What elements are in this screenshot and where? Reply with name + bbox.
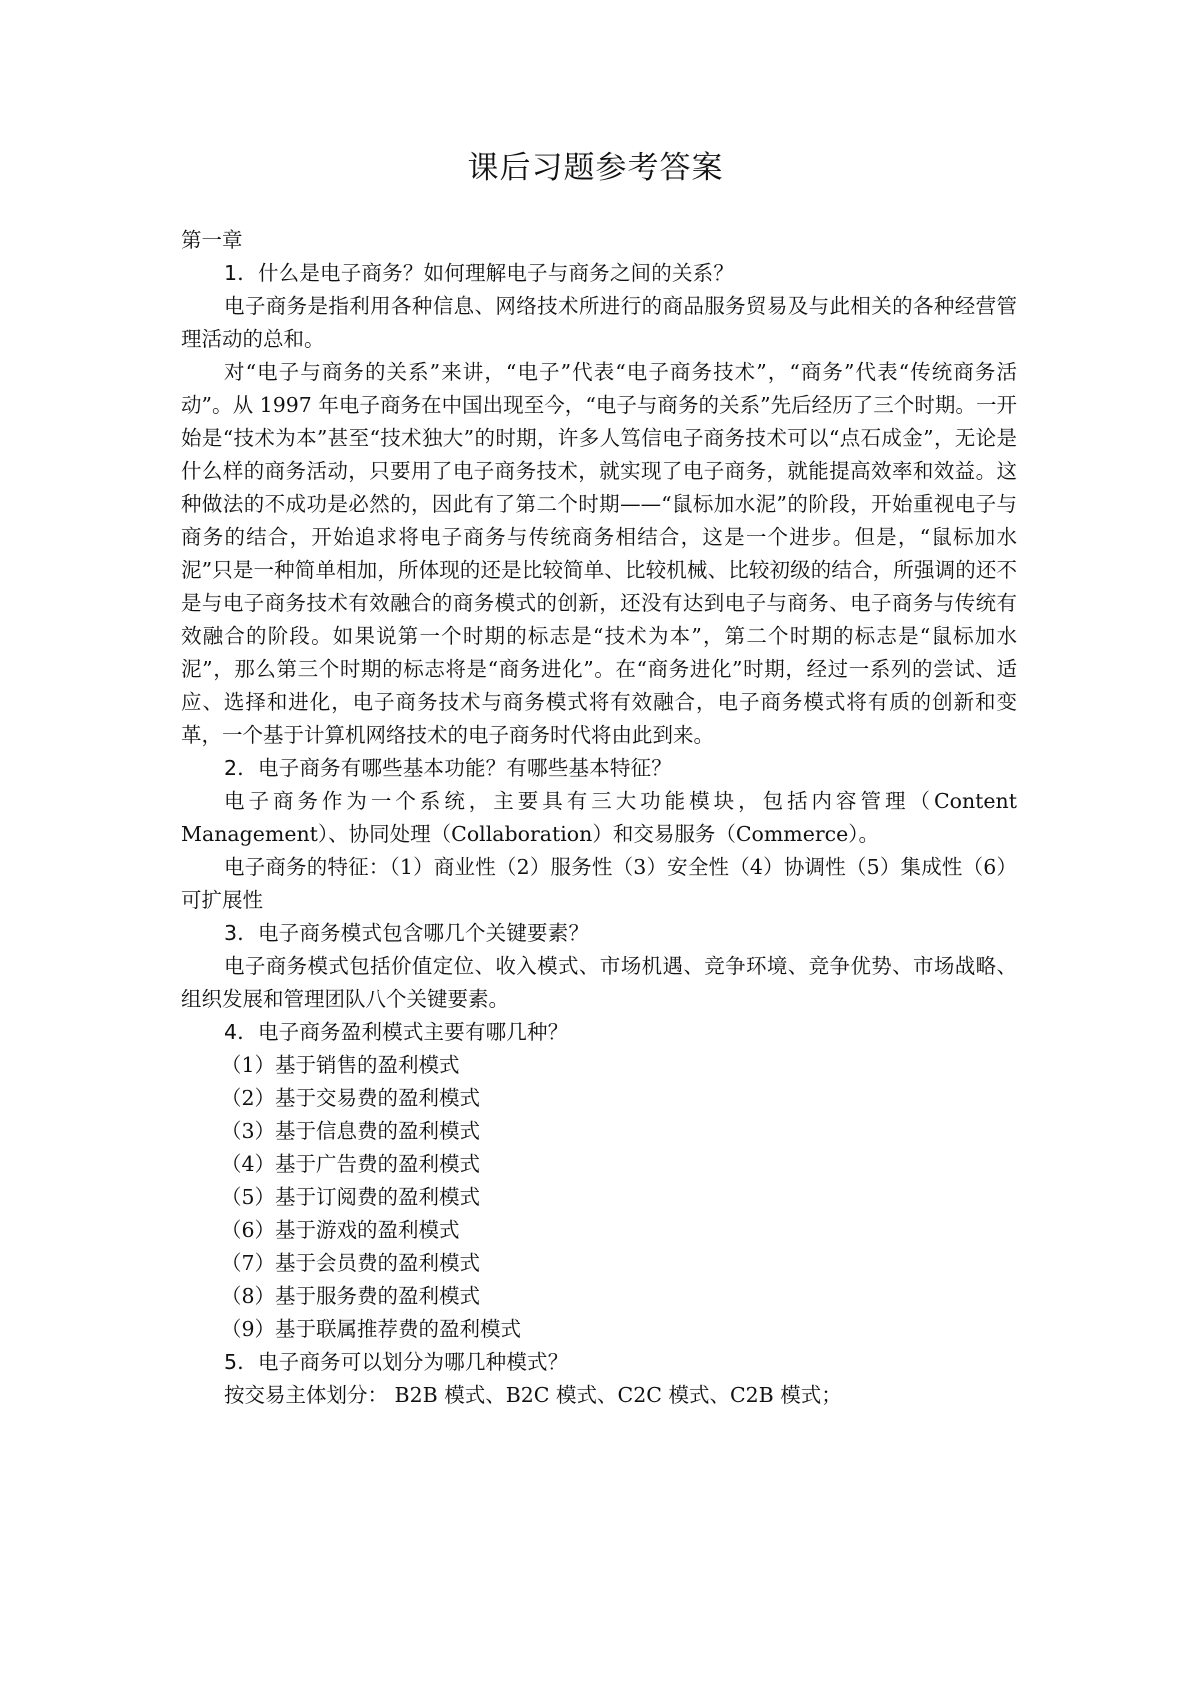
page-title: 课后习题参考答案: [467, 150, 724, 186]
list-item: （3）基于信息费的盈利模式: [221, 1119, 481, 1143]
list-item: （7）基于会员费的盈利模式: [221, 1251, 481, 1275]
list-item: （9）基于联属推荐费的盈利模式: [221, 1317, 522, 1341]
answer-3-paragraph-1: 电子商务模式包括价值定位、收入模式、市场机遇、竞争环境、竞争优势、市场战略、组织发展和管理团队八个关键要素。: [181, 954, 1017, 1011]
list-item: （2）基于交易费的盈利模式: [221, 1086, 481, 1110]
document-body: [181, 224, 1017, 1412]
list-item: （5）基于订阅费的盈利模式: [221, 1185, 481, 1209]
answer-1-paragraph-1: 电子商务是指利用各种信息、网络技术所进行的商品服务贸易及与此相关的各种经营管理活动的总和。: [181, 294, 1017, 351]
question-2: 2．电子商务有哪些基本功能？有哪些基本特征？: [224, 756, 672, 780]
list-item: （6）基于游戏的盈利模式: [221, 1218, 460, 1242]
list-item: （4）基于广告费的盈利模式: [221, 1152, 481, 1176]
answer-2-paragraph-2: 电子商务的特征：（1）商业性（2）服务性（3）安全性（4）协调性（5）集成性（6）可扩展性: [181, 855, 1017, 912]
question-5: 5．电子商务可以划分为哪几种模式？: [224, 1350, 569, 1374]
chapter-heading: 第一章: [181, 228, 243, 252]
answer-1-paragraph-2: 对“电子与商务的关系”来讲，“电子”代表“电子商务技术”，“商务”代表“传统商务活动”。从 1997 年电子商务在中国出现至今，“电子与商务的关系”先后经历了三个时期。一开始是“技术为本”甚至“技术独大”的时期，许多人笃信电子商务技术可以“点石成金”，无论是什么样的商务活动，只要用了电子商务技术，就实现了电子商务，就能提高效率和效益。这种做法的不成功是必然的，因此有了第二个时期——“鼠标加水泥”的阶段，开始重视电子与商务的结合，开始追求将电子商务与传统商务相结合，这是一个进步。但是，“鼠标加水泥”只是一种简单相加，所体现的还是比较简单、比较机械、比较初级的结合，所强调的还不是与电子商务技术有效融合的商务模式的创新，还没有达到电子与商务、电子商务与传统有效融合的阶段。如果说第一个时期的标志是“技术为本”，第二个时期的标志是“鼠标加水泥”，那么第三个时期的标志将是“商务进化”。在“商务进化”时期，经过一系列的尝试、适应、选择和进化，电子商务技术与商务模式将有效融合，电子商务模式将有质的创新和变革，一个基于计算机网络技术的电子商务时代将由此到来。: [181, 360, 1017, 747]
question-1: 1．什么是电子商务？如何理解电子与商务之间的关系？: [224, 261, 735, 285]
answer-2-paragraph-1: 电子商务作为一个系统，主要具有三大功能模块，包括内容管理（Content Management）、协同处理（Collaboration）和交易服务（Commerce）。: [181, 789, 1017, 846]
list-item: （1）基于销售的盈利模式: [221, 1053, 460, 1077]
profit-model-list: [181, 1049, 1017, 1346]
question-4: 4．电子商务盈利模式主要有哪几种？: [224, 1020, 569, 1044]
answer-5-paragraph-1: 按交易主体划分： B2B 模式、B2C 模式、C2C 模式、C2B 模式；: [224, 1383, 842, 1407]
question-3: 3．电子商务模式包含哪几个关键要素？: [224, 921, 590, 945]
list-item: （8）基于服务费的盈利模式: [221, 1284, 481, 1308]
